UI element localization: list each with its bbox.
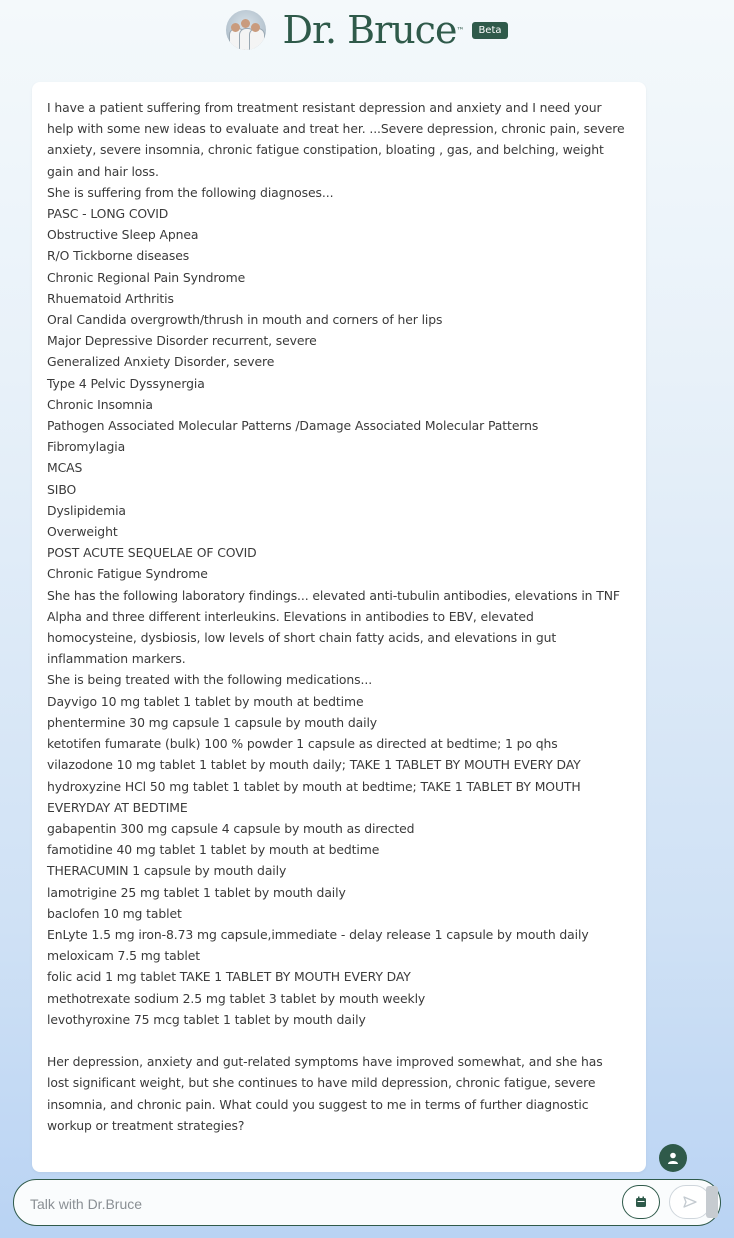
message-line: help with some new ideas to evaluate and treat her. ...Severe depression, chronic pain, severe [47, 121, 625, 137]
message-line: gain and hair loss. [47, 163, 159, 179]
message-line: SIBO [47, 481, 77, 497]
message-line: POST ACUTE SEQUELAE OF COVID [47, 545, 257, 561]
message-line: baclofen 10 mg tablet [47, 905, 182, 921]
message-line: homocysteine, dysbiosis, low levels of short chain fatty acids, and elevations in gut [47, 630, 557, 646]
message-line: EnLyte 1.5 mg iron-8.73 mg capsule,immediate - delay release 1 capsule by mouth daily [47, 926, 589, 942]
message-line: meloxicam 7.5 mg tablet [47, 948, 200, 964]
message-line: folic acid 1 mg tablet TAKE 1 TABLET BY MOUTH EVERY DAY [47, 969, 411, 985]
brand-name: Dr. Bruce [282, 8, 457, 52]
send-icon [683, 1196, 697, 1208]
message-line: Generalized Anxiety Disorder, severe [47, 354, 275, 370]
message-line: Obstructive Sleep Apnea [47, 227, 199, 243]
user-message-bubble [32, 82, 646, 1172]
message-line: Overweight [47, 524, 118, 540]
chat-input-bar [13, 1179, 721, 1226]
message-line: levothyroxine 75 mcg tablet 1 tablet by mouth daily [47, 1011, 366, 1027]
message-line: EVERYDAY AT BEDTIME [47, 799, 188, 815]
message-line: ketotifen fumarate (bulk) 100 % powder 1 capsule as directed at bedtime; 1 po qhs [47, 736, 558, 752]
message-line: I have a patient suffering from treatment resistant depression and anxiety and I need your [47, 100, 602, 115]
message-line: vilazodone 10 mg tablet 1 tablet by mouth daily; TAKE 1 TABLET BY MOUTH EVERY DAY [47, 757, 581, 773]
calendar-icon [635, 1196, 647, 1208]
message-line: famotidine 40 mg tablet 1 tablet by mouth at bedtime [47, 842, 380, 858]
send-button[interactable] [669, 1185, 711, 1219]
message-line: Chronic Fatigue Syndrome [47, 566, 208, 582]
message-line: Dyslipidemia [47, 502, 126, 518]
app-header [0, 6, 734, 54]
message-line: She is suffering from the following diagnoses... [47, 184, 334, 200]
message-line: Oral Candida overgrowth/thrush in mouth and corners of her lips [47, 312, 443, 328]
trademark-symbol: ™ [456, 25, 465, 35]
message-line: workup or treatment strategies? [47, 1117, 245, 1133]
message-line: Chronic Insomnia [47, 396, 153, 412]
message-line: insomnia, and chronic pain. What could you suggest to me in terms of further diagnostic [47, 1096, 589, 1112]
message-line: Pathogen Associated Molecular Patterns /Damage Associated Molecular Patterns [47, 418, 539, 434]
user-avatar[interactable] [659, 1144, 687, 1172]
paragraph-spacer [47, 1030, 632, 1051]
message-line: THERACUMIN 1 capsule by mouth daily [47, 863, 287, 879]
message-line: Alpha and three different interleukins. Elevations in antibodies to EBV, elevated [47, 608, 534, 624]
message-line: lost significant weight, but she continues to have mild depression, chronic fatigue, severe [47, 1075, 596, 1091]
message-line: PASC - LONG COVID [47, 206, 169, 222]
message-line: methotrexate sodium 2.5 mg tablet 3 tablet by mouth weekly [47, 990, 426, 1006]
message-line: Her depression, anxiety and gut-related symptoms have improved somewhat, and she has [47, 1054, 603, 1070]
message-line: Major Depressive Disorder recurrent, severe [47, 333, 317, 349]
message-line: gabapentin 300 mg capsule 4 capsule by mouth as directed [47, 820, 415, 836]
message-line: She is being treated with the following medications... [47, 672, 373, 688]
chat-input[interactable] [28, 1192, 592, 1216]
message-line: MCAS [47, 460, 83, 476]
message-line: Chronic Regional Pain Syndrome [47, 269, 246, 285]
message-line: Fibromylagia [47, 439, 126, 455]
message-line: hydroxyzine HCl 50 mg tablet 1 tablet by mouth at bedtime; TAKE 1 TABLET BY MOUTH [47, 778, 581, 794]
message-line: R/O Tickborne diseases [47, 248, 190, 264]
scrollbar-handle[interactable] [706, 1186, 718, 1218]
message-line: Rhuematoid Arthritis [47, 290, 174, 306]
message-line: inflammation markers. [47, 651, 186, 667]
message-line: anxiety, severe insomnia, chronic fatigue constipation, bloating , gas, and belching, weight [47, 142, 604, 158]
message-line: lamotrigine 25 mg tablet 1 tablet by mouth daily [47, 884, 346, 900]
message-line: phentermine 30 mg capsule 1 capsule by mouth daily [47, 714, 378, 730]
beta-badge: Beta [472, 22, 507, 39]
doctors-logo-icon [226, 10, 266, 50]
message-line: She has the following laboratory findings... elevated anti-tubulin antibodies, elevations in TNF [47, 587, 620, 603]
person-icon [666, 1151, 680, 1165]
calendar-button[interactable] [622, 1185, 660, 1219]
message-line: Type 4 Pelvic Dyssynergia [47, 375, 205, 391]
message-line: Dayvigo 10 mg tablet 1 tablet by mouth at bedtime [47, 693, 364, 709]
